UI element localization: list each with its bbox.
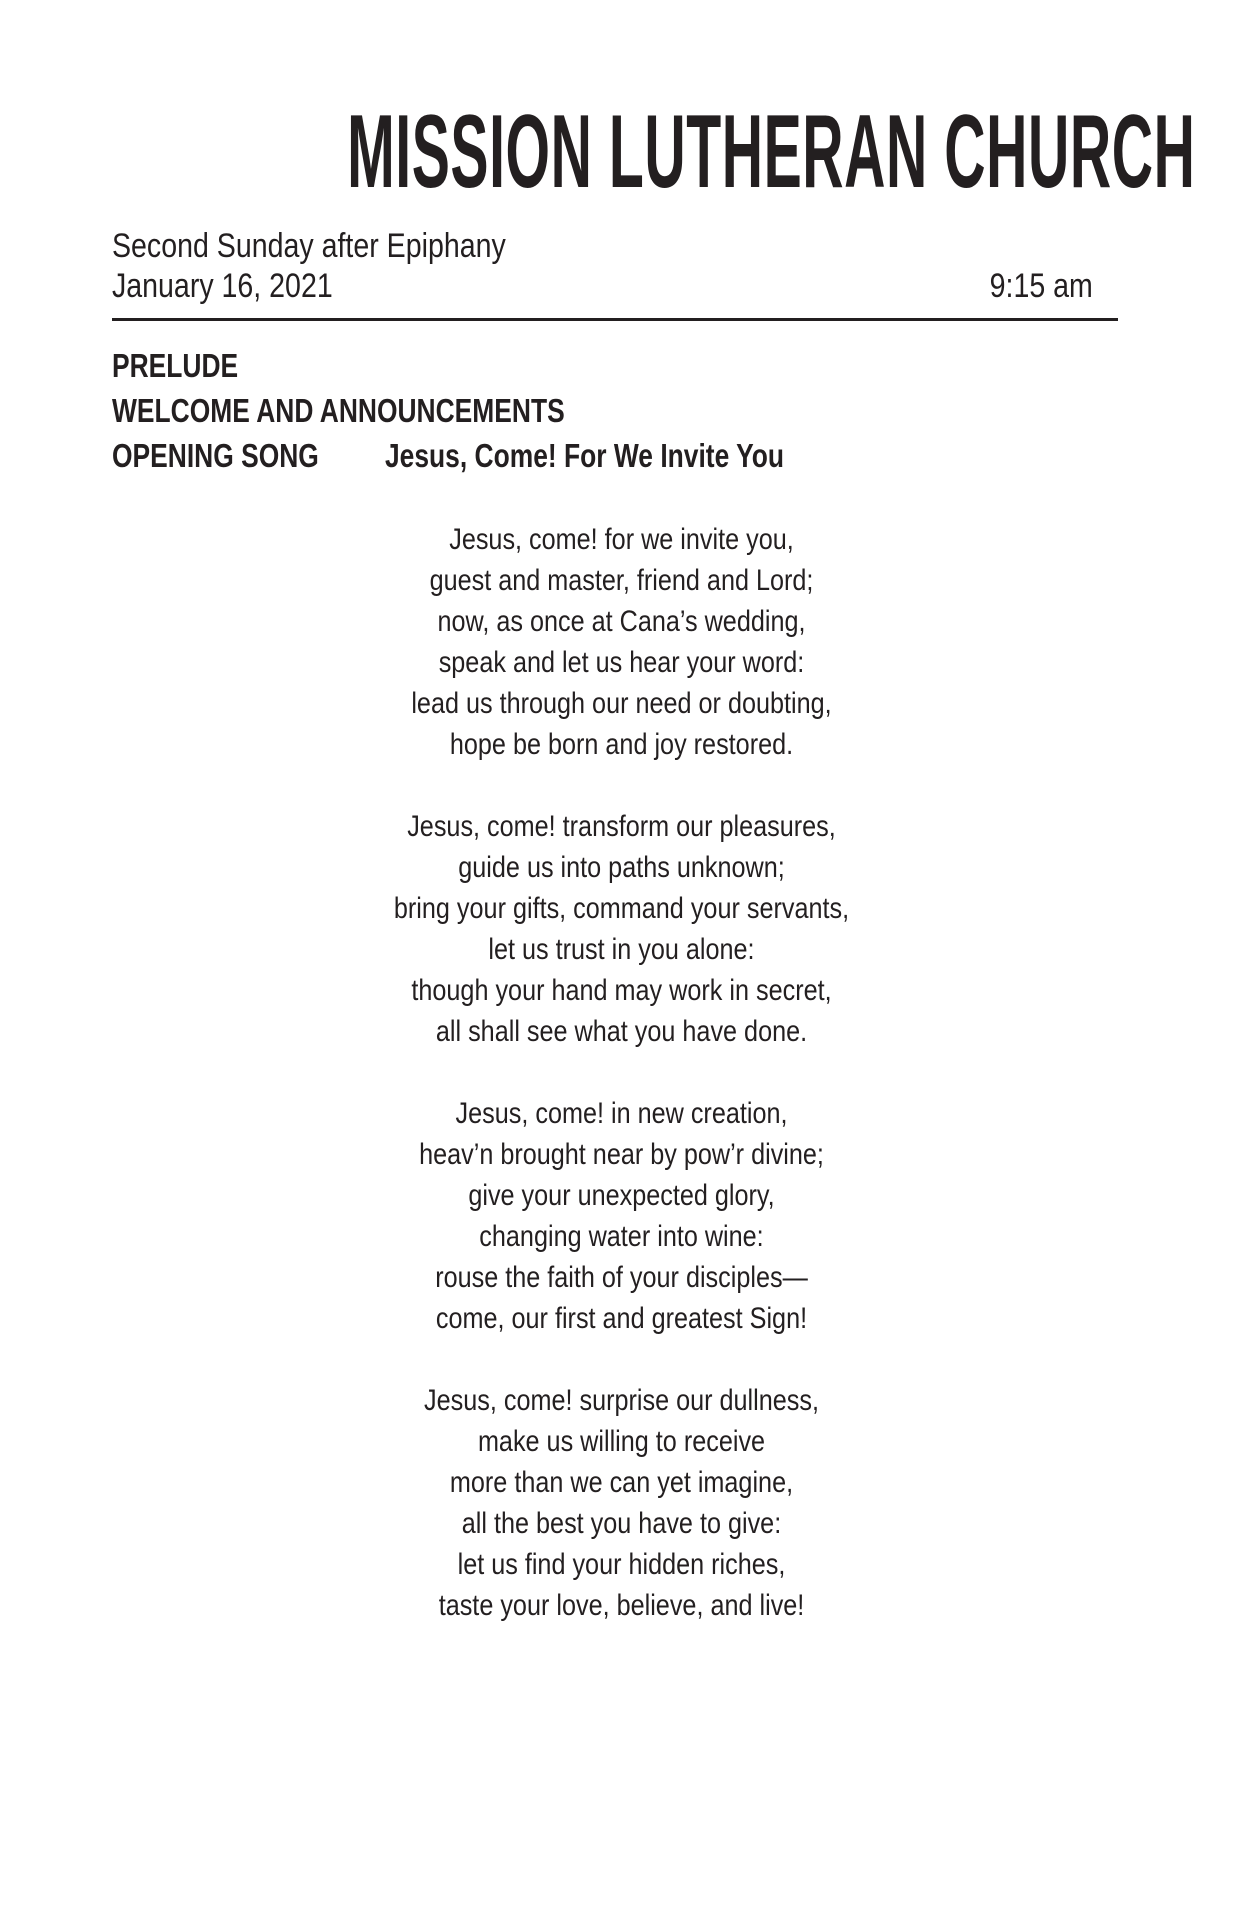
lyric-line: all the best you have to give: bbox=[461, 1507, 782, 1540]
hymn-stanza bbox=[0, 1380, 1243, 1626]
hymn-stanza bbox=[0, 1093, 1243, 1339]
lyric-line: guide us into paths unknown; bbox=[458, 851, 785, 884]
lyric-line: make us willing to receive bbox=[477, 1425, 766, 1458]
lyric-line: more than we can yet imagine, bbox=[449, 1466, 794, 1499]
lyric-line: though your hand may work in secret, bbox=[411, 974, 832, 1007]
service-time: 9:15 am bbox=[989, 267, 1093, 305]
church-name: MISSION LUTHERAN CHURCH bbox=[347, 94, 1196, 210]
divider bbox=[112, 318, 1118, 321]
lyric-line: rouse the faith of your disciples— bbox=[435, 1261, 808, 1294]
lyric-line: Jesus, come! in new creation, bbox=[455, 1097, 788, 1130]
lyric-line: let us trust in you alone: bbox=[488, 933, 755, 966]
lyric-line: give your unexpected glory, bbox=[468, 1179, 775, 1212]
hymn-stanza bbox=[0, 519, 1243, 765]
opening-song-heading: OPENING SONG bbox=[112, 437, 319, 474]
lyric-line: heav’n brought near by pow’r divine; bbox=[419, 1138, 824, 1171]
lyric-line: Jesus, come! for we invite you, bbox=[449, 523, 794, 556]
lyric-line: speak and let us hear your word: bbox=[438, 646, 805, 679]
hymn-stanza bbox=[0, 806, 1243, 1052]
occasion: Second Sunday after Epiphany bbox=[112, 227, 506, 265]
prelude-heading: PRELUDE bbox=[112, 347, 239, 384]
lyric-line: lead us through our need or doubting, bbox=[411, 687, 832, 720]
lyric-line: Jesus, come! surprise our dullness, bbox=[424, 1384, 819, 1417]
service-date: January 16, 2021 bbox=[112, 267, 333, 305]
lyric-line: taste your love, believe, and live! bbox=[438, 1589, 805, 1622]
lyric-line: changing water into wine: bbox=[479, 1220, 764, 1253]
church-name-heading bbox=[0, 94, 1243, 210]
lyric-line: come, our first and greatest Sign! bbox=[435, 1302, 808, 1335]
lyric-line: now, as once at Cana’s wedding, bbox=[437, 605, 806, 638]
lyric-line: all shall see what you have done. bbox=[435, 1015, 808, 1048]
lyric-line: Jesus, come! transform our pleasures, bbox=[407, 810, 836, 843]
lyric-line: let us find your hidden riches, bbox=[457, 1548, 786, 1581]
opening-song-title: Jesus, Come! For We Invite You bbox=[385, 437, 785, 474]
hymn-lyrics bbox=[0, 519, 1243, 1667]
welcome-heading: WELCOME AND ANNOUNCEMENTS bbox=[112, 392, 565, 429]
lyric-line: guest and master, friend and Lord; bbox=[429, 564, 814, 597]
lyric-line: bring your gifts, command your servants, bbox=[393, 892, 850, 925]
lyric-line: hope be born and joy restored. bbox=[449, 728, 794, 761]
